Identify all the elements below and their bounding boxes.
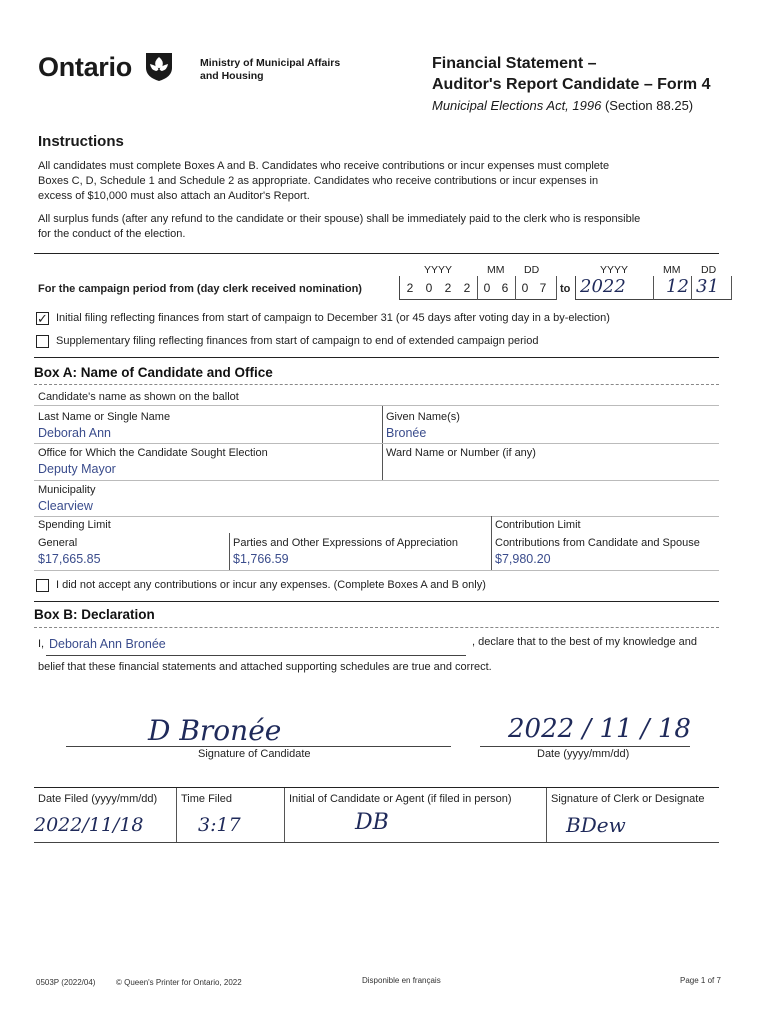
mm-label-2: MM	[663, 264, 681, 276]
row-divider	[34, 516, 719, 517]
instructions-paragraph-1	[38, 159, 718, 204]
time-filed-handwritten: 3:17	[198, 814, 241, 836]
initial-filing-label: Initial filing reflecting finances from start of campaign to December 31 (or 45 days after voting day in a by-election)	[56, 312, 610, 324]
municipality-label: Municipality	[38, 484, 96, 496]
act-name: Municipal Elections Act, 1996	[432, 98, 602, 113]
declaration-date-handwritten: 2022 / 11 / 18	[508, 714, 691, 744]
given-name-value[interactable]: Bronée	[386, 426, 427, 440]
row-divider	[34, 443, 719, 444]
trillium-icon	[143, 50, 175, 82]
candidate-signature: D Bronée	[148, 714, 282, 747]
general-value[interactable]: $17,665.85	[38, 552, 101, 566]
column-divider	[491, 516, 492, 570]
section-divider	[34, 357, 719, 358]
row-divider	[34, 480, 719, 481]
declare-text: , declare that to the best of my knowledge and	[472, 636, 698, 648]
section-divider	[34, 253, 719, 254]
dd-label: DD	[524, 264, 540, 276]
general-label: General	[38, 537, 78, 549]
from-date-digit: 2	[444, 281, 452, 295]
column-divider	[284, 788, 285, 842]
ward-label: Ward Name or Number (if any)	[386, 447, 536, 459]
box-title-underline	[34, 384, 719, 385]
instructions-paragraph-2	[38, 212, 718, 242]
to-month-handwritten: 12	[666, 276, 689, 297]
date-separator	[477, 276, 478, 300]
clerk-signature-label: Signature of Clerk or Designate	[551, 793, 705, 805]
to-year-handwritten: 2022	[580, 276, 626, 297]
date-separator	[691, 276, 692, 300]
date-separator	[515, 276, 516, 300]
check-icon: ✓	[37, 311, 48, 326]
box-b-title: Box B: Declaration	[34, 607, 155, 622]
last-name-value[interactable]: Deborah Ann	[38, 426, 111, 440]
parties-label: Parties and Other Expressions of Appreciation	[233, 537, 459, 549]
given-name-label: Given Name(s)	[386, 411, 460, 423]
form-title-line-1: Financial Statement –	[432, 55, 597, 72]
initial-label: Initial of Candidate or Agent (if filed in person)	[289, 793, 512, 805]
instructions-line: All surplus funds (after any refund to the candidate or their spouse) shall be immediately paid to the clerk who is responsible	[38, 213, 641, 225]
page-number: Page 1 of 7	[680, 976, 721, 985]
box-title-underline	[34, 627, 719, 628]
from-date-digit: 0	[425, 281, 433, 295]
no-contributions-label: I did not accept any contributions or incur any expenses. (Complete Boxes A and B only)	[56, 579, 486, 591]
instructions-line: Boxes C, D, Schedule 1 and Schedule 2 as appropriate. Candidates who receive contributions or incur expenses in	[38, 175, 599, 187]
last-name-label: Last Name or Single Name	[38, 411, 171, 423]
box-a-title: Box A: Name of Candidate and Office	[34, 365, 273, 380]
form-title-act	[432, 98, 693, 113]
clerk-signature-handwritten: BDew	[566, 813, 626, 837]
municipality-value[interactable]: Clearview	[38, 499, 93, 513]
copyright: © Queen's Printer for Ontario, 2022	[116, 978, 242, 987]
section-divider	[34, 601, 719, 602]
to-label: to	[560, 283, 571, 295]
initial-handwritten: DB	[355, 810, 389, 835]
from-date-digit: 0	[483, 281, 491, 295]
from-date-digit: 0	[521, 281, 529, 295]
instructions-line: excess of $10,000 must also attach an Auditor's Report.	[38, 190, 310, 202]
contribution-limit-label: Contribution Limit	[495, 519, 581, 531]
form-code: 0503P (2022/04)	[36, 978, 96, 987]
instructions-line: for the conduct of the election.	[38, 228, 186, 240]
instructions-heading: Instructions	[38, 133, 124, 150]
from-date-digit: 2	[463, 281, 471, 295]
to-day-handwritten: 31	[696, 276, 719, 297]
ontario-logo-text: Ontario	[38, 52, 132, 82]
date-label: Date (yyyy/mm/dd)	[537, 748, 630, 760]
mm-label: MM	[487, 264, 505, 276]
column-divider	[176, 788, 177, 842]
parties-value[interactable]: $1,766.59	[233, 552, 289, 566]
ministry-line-1: Ministry of Municipal Affairs	[200, 57, 341, 69]
date-separator	[731, 276, 732, 300]
contributions-value[interactable]: $7,980.20	[495, 552, 551, 566]
ministry-line-2: and Housing	[200, 70, 264, 82]
time-filed-label: Time Filed	[181, 793, 232, 805]
instructions-line: All candidates must complete Boxes A and B. Candidates who receive contributions or incur expenses must complete	[38, 160, 610, 172]
section-divider	[34, 842, 719, 843]
ministry-name	[200, 57, 340, 83]
act-section: (Section 88.25)	[604, 98, 694, 113]
column-divider	[229, 533, 230, 570]
yyyy-label-2: YYYY	[600, 264, 629, 276]
supplementary-filing-checkbox[interactable]	[36, 335, 49, 348]
contributions-label: Contributions from Candidate and Spouse	[495, 537, 700, 549]
from-date-digit: 2	[406, 281, 414, 295]
date-separator	[653, 276, 654, 300]
dd-label-2: DD	[701, 264, 717, 276]
french-availability: Disponible en français	[362, 976, 441, 985]
to-date-field[interactable]	[575, 276, 731, 300]
belief-text: belief that these financial statements and attached supporting schedules are true and correct.	[38, 661, 492, 673]
supplementary-filing-label: Supplementary filing reflecting finances from start of campaign to end of extended campaign period	[56, 335, 539, 347]
ballot-name-label: Candidate's name as shown on the ballot	[38, 391, 239, 403]
column-divider	[546, 788, 547, 842]
date-filed-label: Date Filed (yyyy/mm/dd)	[38, 793, 158, 805]
campaign-period-label: For the campaign period from (day clerk received nomination)	[38, 283, 362, 295]
declarant-name-value[interactable]: Deborah Ann Bronée	[49, 637, 166, 651]
office-value[interactable]: Deputy Mayor	[38, 462, 116, 476]
initial-filing-checkbox[interactable]	[36, 312, 49, 325]
date-separator	[556, 276, 557, 300]
office-label: Office for Which the Candidate Sought Election	[38, 447, 268, 459]
row-divider	[34, 405, 719, 406]
from-date-field[interactable]	[399, 276, 557, 300]
spending-limit-label: Spending Limit	[38, 519, 111, 531]
yyyy-label: YYYY	[424, 264, 453, 276]
signature-label: Signature of Candidate	[198, 748, 311, 760]
signature-line	[66, 746, 451, 747]
declarant-name-underline	[46, 655, 466, 656]
no-contributions-checkbox[interactable]	[36, 579, 49, 592]
form-title-line-2: Auditor's Report Candidate – Form 4	[432, 76, 711, 93]
row-divider	[34, 570, 719, 571]
from-date-digit: 6	[501, 281, 509, 295]
from-date-digit: 7	[539, 281, 547, 295]
date-line	[480, 746, 690, 747]
date-filed-handwritten: 2022/11/18	[34, 814, 144, 836]
section-divider	[34, 787, 719, 788]
declaration-i-label: I,	[38, 638, 45, 650]
